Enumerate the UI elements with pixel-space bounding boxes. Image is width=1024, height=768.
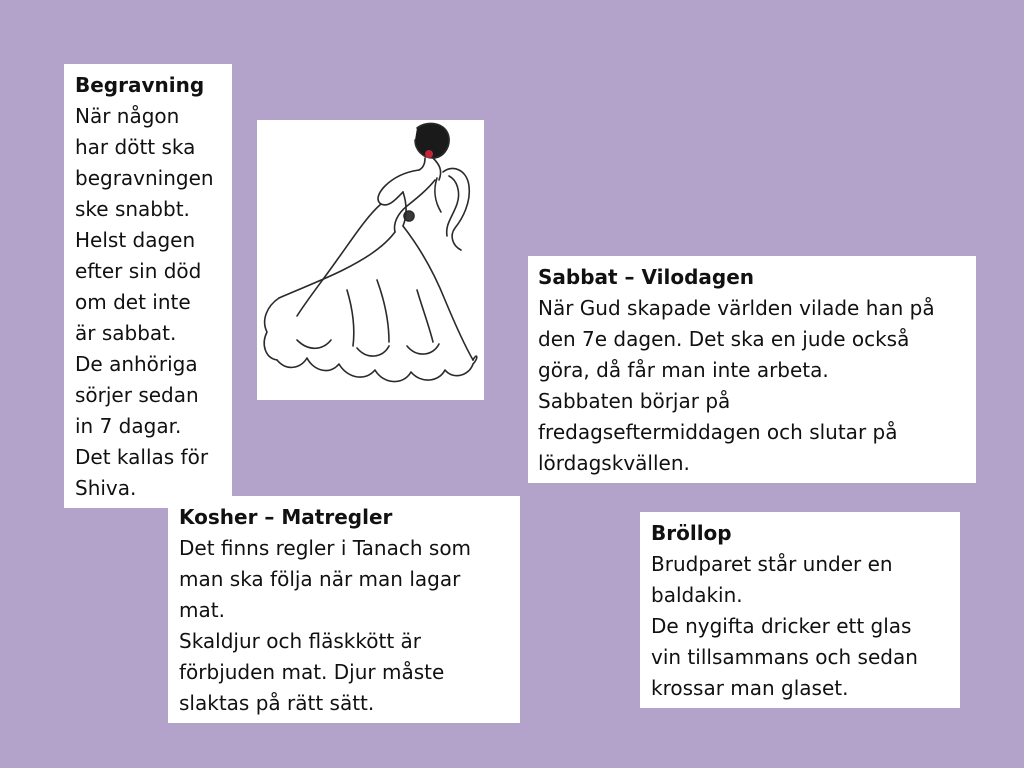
card-line: De anhöriga bbox=[75, 352, 198, 376]
card-line: förbjuden mat. Djur måste bbox=[179, 660, 445, 684]
card-line: är sabbat. bbox=[75, 321, 177, 345]
card-line: den 7e dagen. Det ska en jude också bbox=[538, 327, 910, 351]
card-line: Skaldjur och fläskkött är bbox=[179, 629, 421, 653]
card-title: Bröllop bbox=[651, 521, 732, 545]
card-kosher bbox=[168, 496, 520, 723]
card-line: fredagseftermiddagen och slutar på bbox=[538, 420, 898, 444]
card-line: göra, då får man inte arbeta. bbox=[538, 358, 829, 382]
card-line: om det inte bbox=[75, 290, 191, 314]
card-line: lördagskvällen. bbox=[538, 451, 690, 475]
card-title: Begravning bbox=[75, 73, 205, 97]
card-brollop bbox=[640, 512, 960, 708]
card-line: man ska följa när man lagar bbox=[179, 567, 461, 591]
card-line: Sabbaten börjar på bbox=[538, 389, 731, 413]
card-line: baldakin. bbox=[651, 583, 743, 607]
card-line: Brudparet står under en bbox=[651, 552, 893, 576]
card-line: in 7 dagar. bbox=[75, 414, 182, 438]
card-line: sörjer sedan bbox=[75, 383, 199, 407]
dancing-couple-icon bbox=[257, 120, 484, 400]
card-line: Helst dagen bbox=[75, 228, 196, 252]
card-line: vin tillsammans och sedan bbox=[651, 645, 918, 669]
card-line: När Gud skapade världen vilade han på bbox=[538, 296, 935, 320]
card-line: mat. bbox=[179, 598, 225, 622]
card-line: efter sin död bbox=[75, 259, 202, 283]
dancing-couple-picture bbox=[257, 120, 484, 400]
card-line: Det kallas för bbox=[75, 445, 209, 469]
card-line: begravningen bbox=[75, 166, 214, 190]
card-line: ske snabbt. bbox=[75, 197, 190, 221]
card-line: De nygifta dricker ett glas bbox=[651, 614, 912, 638]
card-begravning bbox=[64, 64, 232, 508]
card-title: Sabbat – Vilodagen bbox=[538, 265, 755, 289]
card-line: krossar man glaset. bbox=[651, 676, 849, 700]
card-line: Det finns regler i Tanach som bbox=[179, 536, 472, 560]
card-line: slaktas på rätt sätt. bbox=[179, 691, 375, 715]
card-sabbat bbox=[528, 256, 976, 483]
card-line: Shiva. bbox=[75, 476, 137, 500]
card-line: När någon bbox=[75, 104, 180, 128]
card-title: Kosher – Matregler bbox=[179, 505, 393, 529]
card-line: har dött ska bbox=[75, 135, 196, 159]
